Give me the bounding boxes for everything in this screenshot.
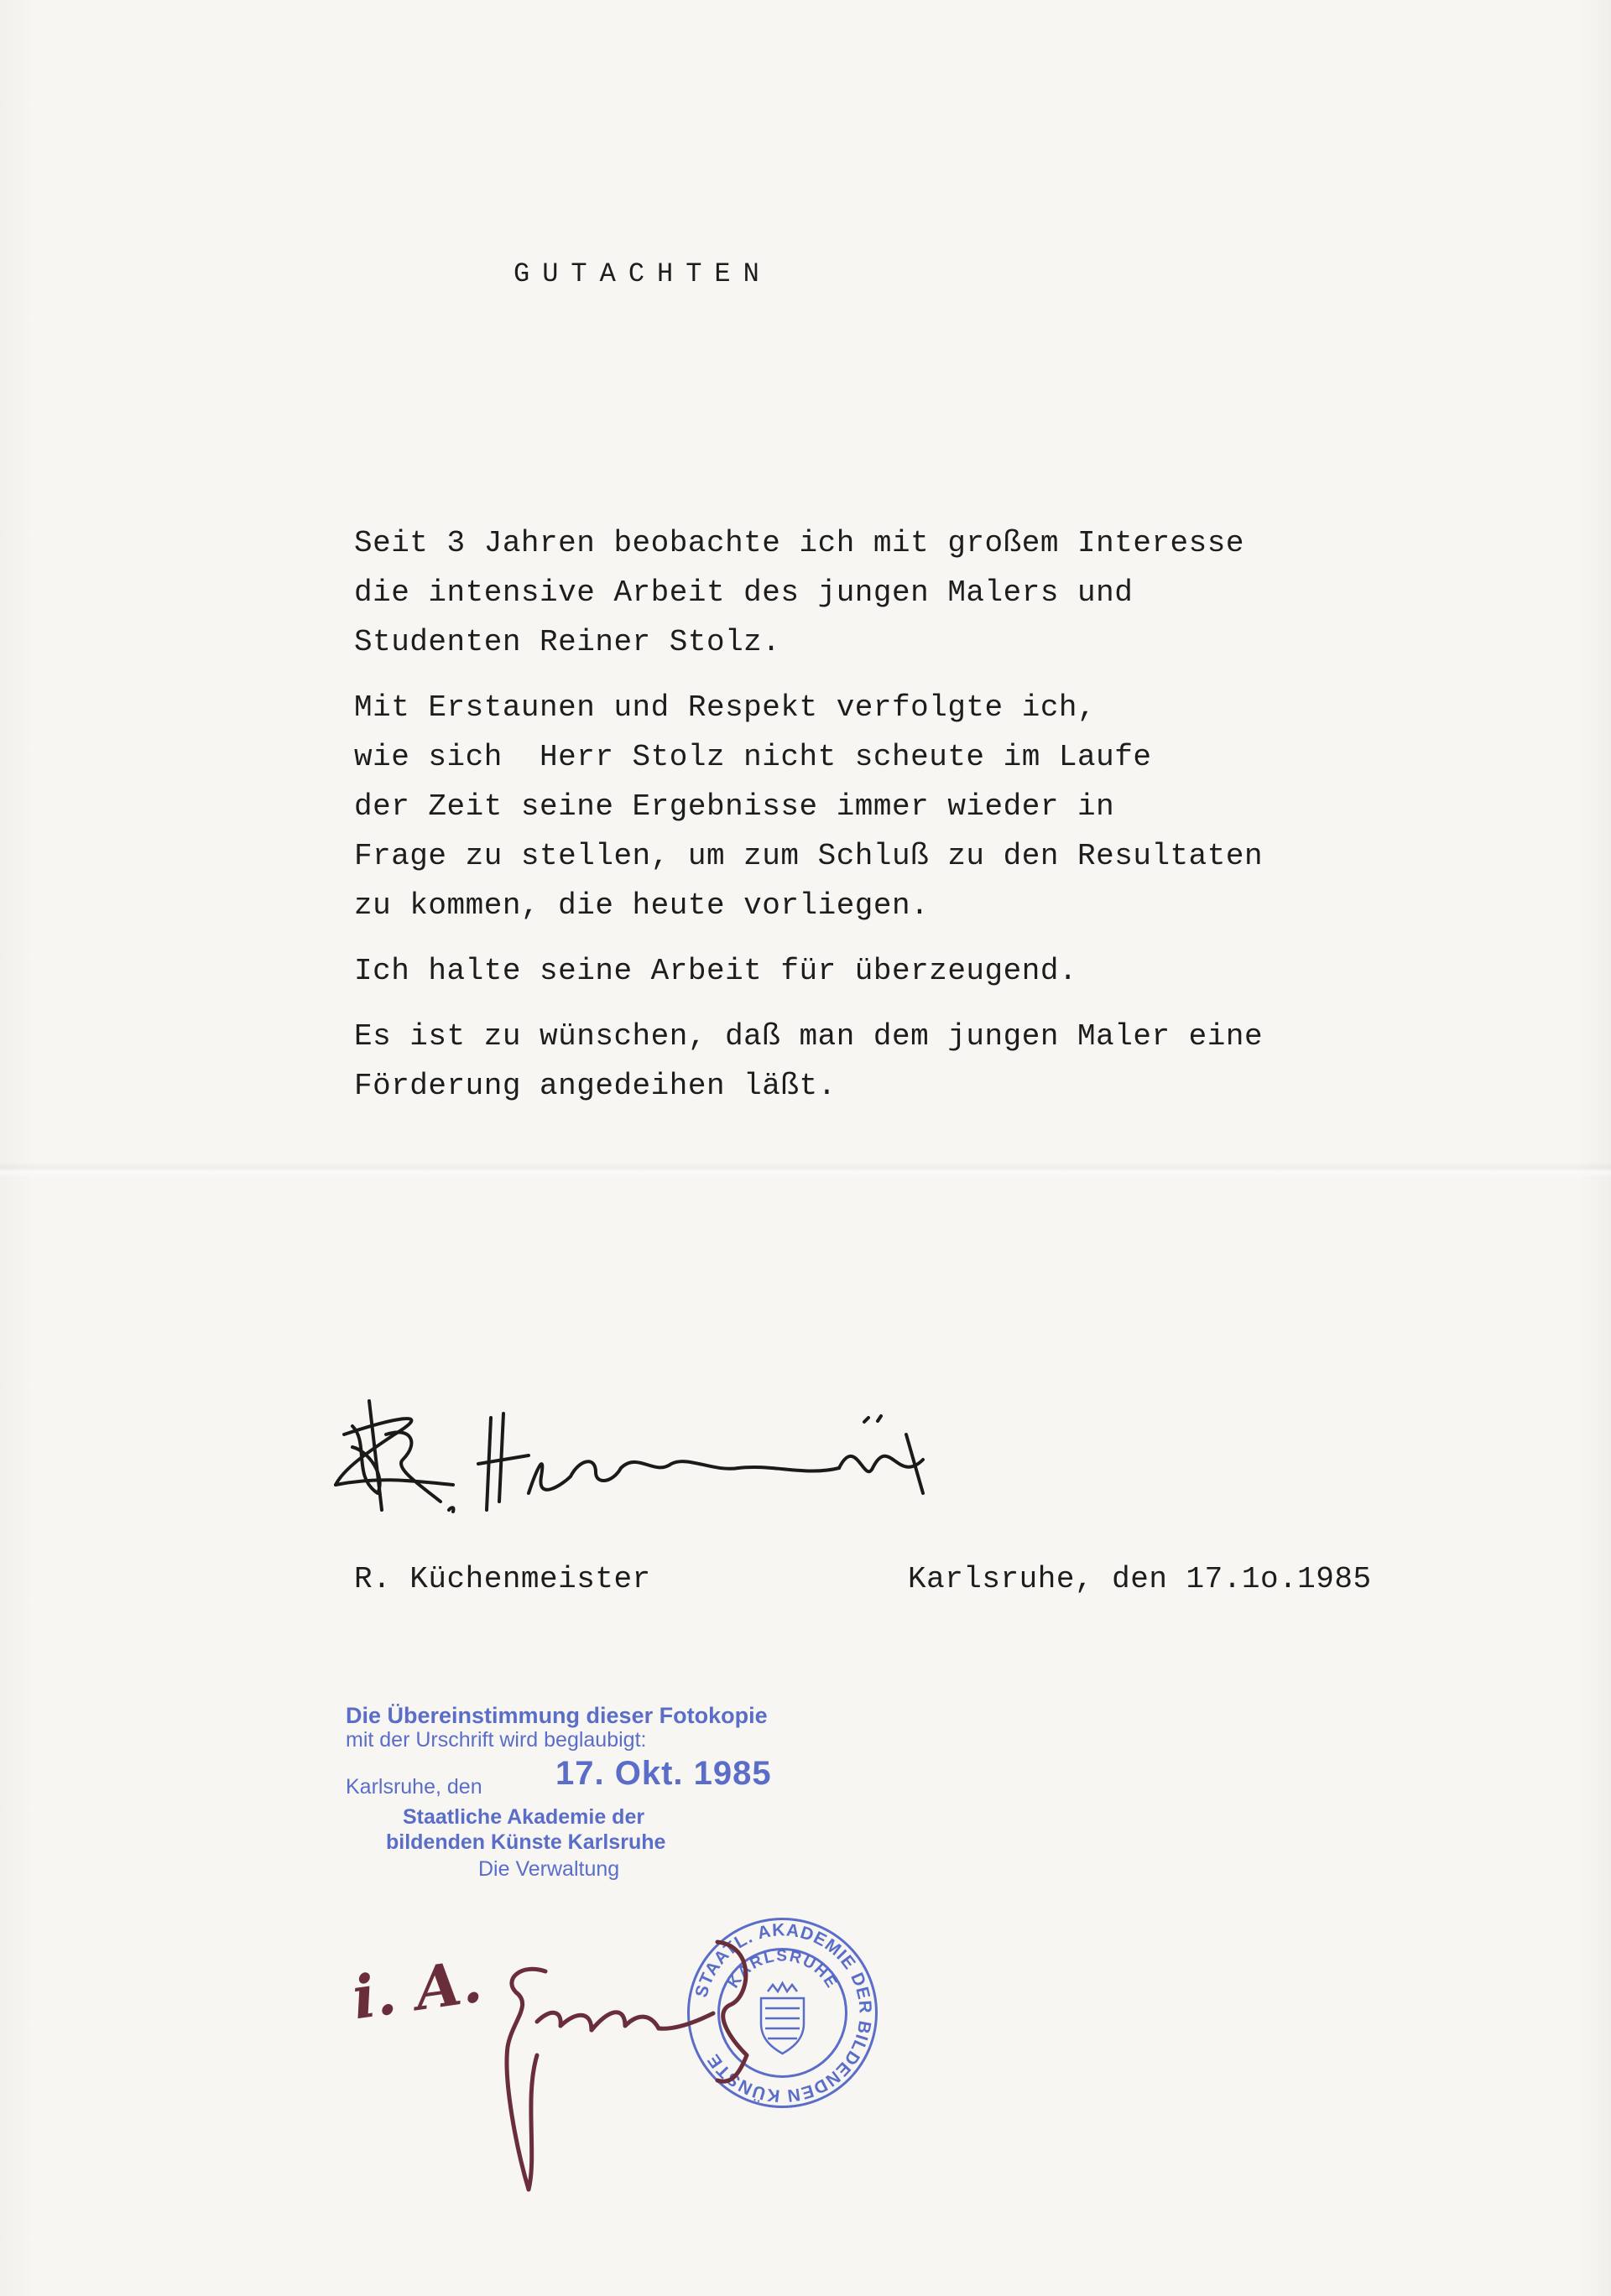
text-line: Förderung angedeihen läßt.	[354, 1069, 837, 1103]
text-line: Seit 3 Jahren beobachte ich mit großem Interesse	[354, 526, 1244, 560]
signer-name: R. Küchenmeister	[354, 1562, 651, 1596]
stamp-line: Staatliche Akademie der	[403, 1805, 645, 1829]
seal-outer-text: STAATL. AKADEMIE DER BILDENDEN KÜNSTE	[691, 1920, 875, 2106]
text-line: Frage zu stellen, um zum Schluß zu den Resultaten	[354, 839, 1264, 873]
text-line: Es ist zu wünschen, daß man dem jungen Maler eine	[354, 1019, 1264, 1054]
paragraph	[354, 1012, 1403, 1111]
place-and-date: Karlsruhe, den 17.1o.1985	[908, 1562, 1372, 1596]
stamp-line: Die Übereinstimmung dieser Fotokopie	[346, 1703, 768, 1728]
text-line: wie sich Herr Stolz nicht scheute im Laufe	[354, 740, 1152, 774]
stamp-date: 17. Okt. 1985	[555, 1755, 772, 1792]
stamp-line: mit der Urschrift wird beglaubigt:	[346, 1728, 647, 1752]
stamp-line: bildenden Künste Karlsruhe	[386, 1830, 666, 1854]
paragraph	[354, 518, 1403, 667]
certification-stamp	[346, 1703, 782, 1913]
handwritten-signature	[319, 1384, 1007, 1527]
stamp-line: Die Verwaltung	[478, 1857, 620, 1881]
signature-abbreviation: i. A.	[347, 1945, 487, 2033]
document-body	[354, 518, 1403, 1127]
seal-inner-text: KARLSRUHE	[724, 1947, 842, 1992]
text-line: Studenten Reiner Stolz.	[354, 625, 781, 659]
official-signature	[336, 1929, 806, 2198]
text-line: die intensive Arbeit des jungen Malers und	[354, 575, 1134, 610]
document-title: GUTACHTEN	[514, 258, 772, 289]
text-line: der Zeit seine Ergebnisse immer wieder in	[354, 789, 1115, 824]
paragraph	[354, 946, 1403, 996]
text-line: zu kommen, die heute vorliegen.	[354, 888, 930, 923]
text-line: Ich halte seine Arbeit für überzeugend.	[354, 954, 1078, 988]
stamp-line: Karlsruhe, den	[346, 1775, 482, 1799]
text-line: Mit Erstaunen und Respekt verfolgte ich,	[354, 690, 1097, 725]
paragraph	[354, 683, 1403, 930]
